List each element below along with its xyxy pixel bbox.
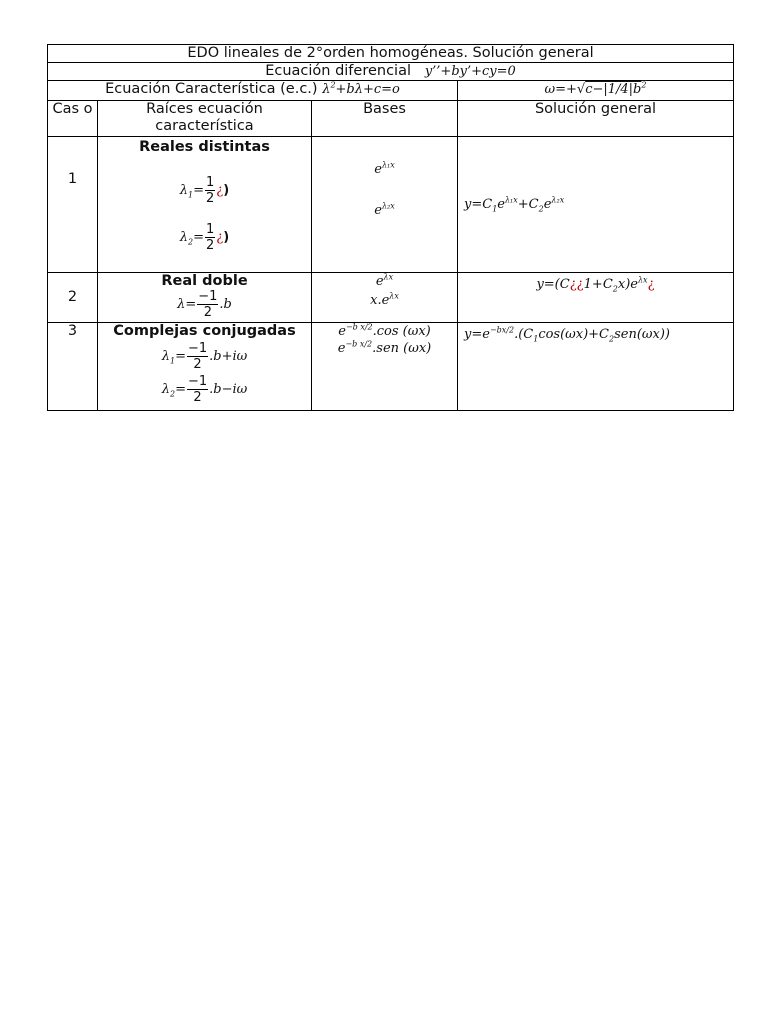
- general-solution: $y=(C¿¿1+C_2x)e^{\lambda x}¿$: [536, 275, 655, 294]
- base-1: $e^{-b x/2}.\cos$ (ωx): [338, 322, 431, 339]
- case-number: 2: [48, 273, 98, 323]
- diff-eq-row: [48, 63, 734, 81]
- header-raices: Raíces ecuación característica: [98, 101, 312, 137]
- table-title: EDO lineales de 2°orden homogéneas. Solución general: [48, 45, 734, 63]
- base-2: $e^{-b x/2}.sen$ (ωx): [337, 339, 432, 356]
- case-row-1: [48, 137, 734, 273]
- edo-table: [47, 44, 734, 411]
- root-lambda-1: $\lambda_1=$ $\frac{-1}{2}$ .b+iω: [161, 340, 248, 372]
- root-lambda-2: $\lambda_2=$ $\frac{1}{2}$ ¿): [179, 221, 230, 253]
- case-row-2: [48, 273, 734, 323]
- omega-formula: $\omega=+√c-|1/4|b^2$: [544, 80, 647, 97]
- root-type: Complejas conjugadas: [113, 323, 296, 339]
- char-eq-formula: $\lambda^2+b\lambda+c=o$: [322, 80, 400, 97]
- base-2: $e^{\lambda_2x}$: [374, 201, 395, 218]
- case-number: 3: [48, 323, 98, 411]
- root-type: Real doble: [161, 273, 248, 289]
- base-1: $e^{\lambda_1x}$: [374, 160, 395, 177]
- diff-eq-formula: y’’+by’+cy=0: [424, 64, 516, 79]
- diff-eq-label: Ecuación diferencial: [265, 63, 411, 79]
- base-2: $x.e^{\lambda x}$: [370, 291, 399, 308]
- header-bases: Bases: [312, 101, 458, 137]
- char-eq-row: [48, 81, 734, 101]
- header-row: [48, 101, 734, 137]
- case-row-3: [48, 323, 734, 411]
- header-caso: Cas o: [48, 101, 98, 137]
- document-sheet: [47, 44, 733, 411]
- root-lambda: λ= $\frac{-1}{2}$ .b: [177, 288, 232, 320]
- base-1: $e^{\lambda x}$: [375, 272, 394, 289]
- char-eq-label: Ecuación Característica (e.c.): [105, 81, 318, 97]
- header-solucion: Solución general: [458, 101, 734, 137]
- omega-cell: [458, 81, 734, 101]
- root-type: Reales distintas: [139, 139, 270, 155]
- general-solution: $y=e^{-bx/2}.(C_1\cos(\omega x)+C_2sen(\omega x))$: [464, 325, 670, 344]
- root-lambda-2: $\lambda_2=$ $\frac{-1}{2}$ .b−iω: [161, 373, 248, 405]
- general-solution: $y=C_1e^{\lambda_1x}+C_2e^{\lambda_2x}$: [464, 195, 565, 214]
- case-number: 1: [48, 137, 98, 273]
- title-row: [48, 45, 734, 63]
- root-lambda-1: $\lambda_1=$ $\frac{1}{2}$ ¿): [179, 174, 230, 206]
